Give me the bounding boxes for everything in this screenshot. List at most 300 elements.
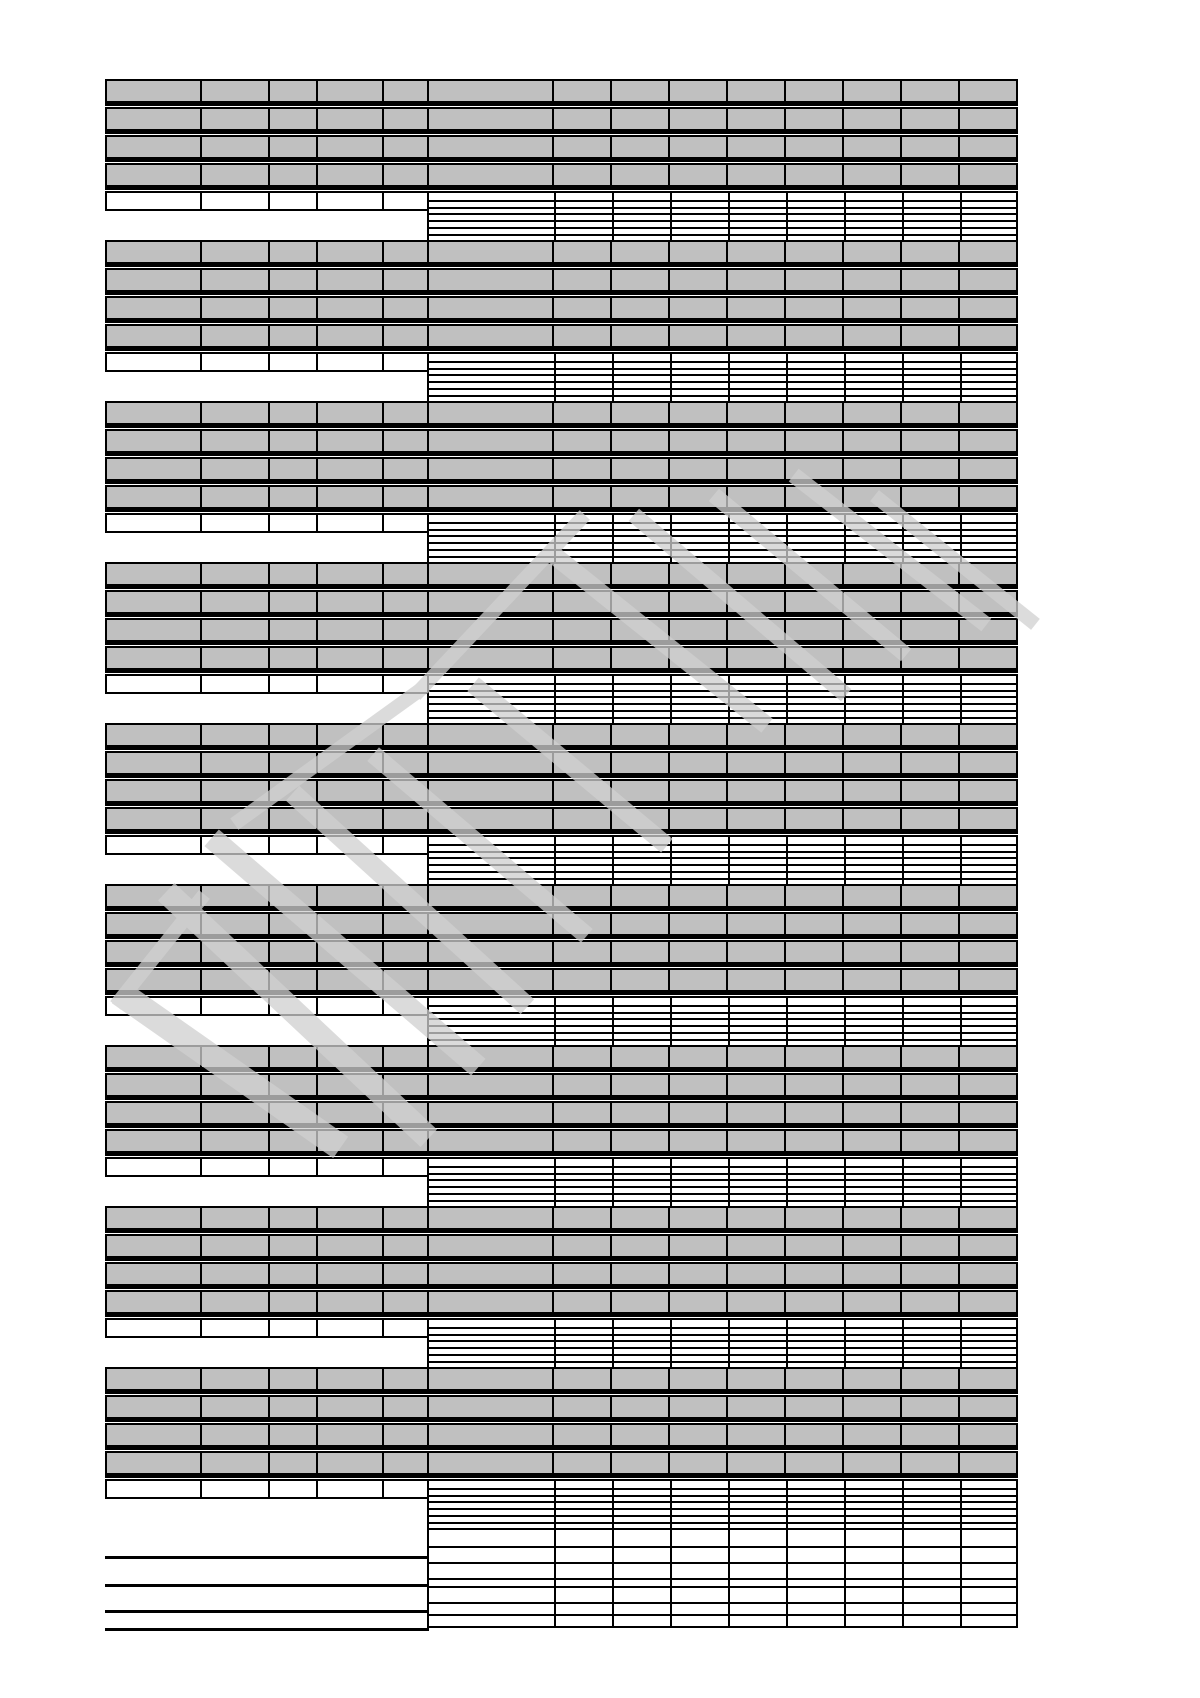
row-separator bbox=[105, 348, 1018, 351]
band-column-rule bbox=[844, 515, 846, 565]
band-column-rule bbox=[960, 1530, 962, 1626]
band-column-rule bbox=[902, 998, 904, 1048]
header-cell-p4 bbox=[726, 1395, 786, 1419]
band-column-rule bbox=[786, 837, 788, 887]
header-cell-p5 bbox=[784, 807, 844, 831]
header-cell-p3 bbox=[668, 268, 728, 292]
header-cell-p8 bbox=[958, 723, 1018, 747]
header-cell-p4 bbox=[726, 163, 786, 187]
input-cell-disp bbox=[316, 835, 384, 855]
band-column-rule bbox=[670, 1481, 672, 1531]
header-cell-p2 bbox=[610, 135, 670, 159]
header-cell-p6 bbox=[842, 135, 902, 159]
header-cell-disp bbox=[316, 751, 384, 775]
row-separator bbox=[105, 775, 1018, 778]
header-cell-p8 bbox=[958, 324, 1018, 348]
band-column-rule bbox=[554, 676, 556, 726]
compressed-label-band bbox=[427, 1318, 1018, 1372]
header-cell-p2 bbox=[610, 1451, 670, 1475]
header-cell-p8 bbox=[958, 79, 1018, 103]
header-cell-p7 bbox=[900, 1395, 960, 1419]
final-rule bbox=[105, 1628, 429, 1631]
header-cell-p7 bbox=[900, 884, 960, 908]
header-cell-label bbox=[427, 590, 554, 614]
band-column-rule bbox=[612, 193, 614, 243]
input-cell-articulo bbox=[105, 674, 202, 694]
header-cell-p5 bbox=[784, 779, 844, 803]
header-cell-articulo bbox=[105, 1234, 202, 1258]
header-cell-p7 bbox=[900, 1262, 960, 1286]
header-cell-p3 bbox=[668, 1206, 728, 1230]
header-cell-p1 bbox=[552, 1101, 612, 1125]
header-cell-p3 bbox=[668, 457, 728, 481]
header-cell-p4 bbox=[726, 912, 786, 936]
header-cell-p6 bbox=[842, 912, 902, 936]
header-cell-articulo bbox=[105, 1451, 202, 1475]
compressed-label-band bbox=[427, 1479, 1018, 1533]
header-cell-articulo bbox=[105, 1367, 202, 1391]
header-cell-label bbox=[427, 107, 554, 131]
band-rule bbox=[429, 710, 1016, 712]
header-cell-p7 bbox=[900, 163, 960, 187]
band-column-rule bbox=[844, 837, 846, 887]
band-rule bbox=[429, 529, 1016, 531]
row-separator bbox=[105, 292, 1018, 295]
header-cell-p6 bbox=[842, 324, 902, 348]
band-rule bbox=[429, 200, 1016, 202]
input-cell-articulo bbox=[105, 996, 202, 1016]
band-rule bbox=[429, 542, 1016, 544]
header-cell-p8 bbox=[958, 268, 1018, 292]
header-cell-p8 bbox=[958, 1129, 1018, 1153]
header-cell-p6 bbox=[842, 807, 902, 831]
header-cell-disp bbox=[316, 562, 384, 586]
band-column-rule bbox=[612, 998, 614, 1048]
header-cell-nivel bbox=[200, 457, 270, 481]
header-cell-p1 bbox=[552, 1290, 612, 1314]
header-cell-p4 bbox=[726, 401, 786, 425]
input-cell-ss bbox=[382, 996, 429, 1016]
band-column-rule bbox=[554, 193, 556, 243]
header-cell-nivel bbox=[200, 1262, 270, 1286]
header-cell-p8 bbox=[958, 457, 1018, 481]
compressed-label-band bbox=[427, 513, 1018, 567]
header-cell-p8 bbox=[958, 646, 1018, 670]
header-cell-p6 bbox=[842, 1290, 902, 1314]
band-column-rule bbox=[670, 193, 672, 243]
header-cell-nivel bbox=[200, 79, 270, 103]
header-cell-p6 bbox=[842, 562, 902, 586]
band-rule bbox=[429, 1347, 1016, 1349]
header-cell-p7 bbox=[900, 646, 960, 670]
header-cell-p3 bbox=[668, 912, 728, 936]
header-cell-ts bbox=[268, 268, 318, 292]
header-cell-p8 bbox=[958, 1206, 1018, 1230]
header-cell-p6 bbox=[842, 268, 902, 292]
header-cell-p4 bbox=[726, 618, 786, 642]
header-cell-label bbox=[427, 1129, 554, 1153]
input-cell-nivel bbox=[200, 1157, 270, 1177]
header-cell-nivel bbox=[200, 429, 270, 453]
header-cell-articulo bbox=[105, 296, 202, 320]
band-rule bbox=[429, 844, 1016, 846]
band-column-rule bbox=[670, 1320, 672, 1370]
band-column-rule bbox=[902, 1530, 904, 1626]
band-rule bbox=[429, 1501, 1016, 1503]
row-separator bbox=[105, 831, 1018, 834]
header-cell-p1 bbox=[552, 562, 612, 586]
header-cell-ts bbox=[268, 1423, 318, 1447]
input-cell-ss bbox=[382, 513, 429, 533]
header-cell-p6 bbox=[842, 968, 902, 992]
header-cell-ss bbox=[382, 79, 429, 103]
band-rule bbox=[429, 1166, 1016, 1168]
header-cell-p3 bbox=[668, 324, 728, 348]
header-cell-p1 bbox=[552, 968, 612, 992]
input-cell-nivel bbox=[200, 835, 270, 855]
header-cell-p4 bbox=[726, 646, 786, 670]
header-cell-articulo bbox=[105, 1262, 202, 1286]
band-column-rule bbox=[670, 1159, 672, 1209]
header-cell-p2 bbox=[610, 268, 670, 292]
header-cell-p6 bbox=[842, 107, 902, 131]
header-cell-nivel bbox=[200, 240, 270, 264]
row-separator bbox=[105, 936, 1018, 939]
band-rule bbox=[429, 535, 1016, 537]
header-cell-p6 bbox=[842, 163, 902, 187]
header-cell-articulo bbox=[105, 912, 202, 936]
input-cell-disp bbox=[316, 191, 384, 211]
header-cell-p2 bbox=[610, 1262, 670, 1286]
header-cell-nivel bbox=[200, 807, 270, 831]
header-cell-p2 bbox=[610, 723, 670, 747]
header-cell-p1 bbox=[552, 1129, 612, 1153]
header-cell-ss bbox=[382, 268, 429, 292]
header-cell-ts bbox=[268, 723, 318, 747]
header-cell-p6 bbox=[842, 1129, 902, 1153]
input-cell-articulo bbox=[105, 835, 202, 855]
band-column-rule bbox=[786, 1481, 788, 1531]
header-cell-p5 bbox=[784, 1129, 844, 1153]
band-rule bbox=[429, 857, 1016, 859]
row-separator bbox=[105, 187, 1018, 190]
header-cell-p4 bbox=[726, 79, 786, 103]
band-column-rule bbox=[844, 676, 846, 726]
band-rule bbox=[429, 717, 1016, 719]
header-cell-p5 bbox=[784, 562, 844, 586]
header-cell-label bbox=[427, 884, 554, 908]
header-cell-ss bbox=[382, 590, 429, 614]
header-cell-ss bbox=[382, 1234, 429, 1258]
header-cell-label bbox=[427, 723, 554, 747]
header-cell-p5 bbox=[784, 1101, 844, 1125]
header-cell-p1 bbox=[552, 240, 612, 264]
header-cell-disp bbox=[316, 1395, 384, 1419]
band-rule bbox=[429, 388, 1016, 390]
header-cell-nivel bbox=[200, 1045, 270, 1069]
header-cell-p6 bbox=[842, 1234, 902, 1258]
header-cell-label bbox=[427, 646, 554, 670]
header-cell-articulo bbox=[105, 884, 202, 908]
header-cell-label bbox=[427, 1395, 554, 1419]
header-cell-label bbox=[427, 562, 554, 586]
input-cell-articulo bbox=[105, 191, 202, 211]
header-cell-ss bbox=[382, 429, 429, 453]
band-rule bbox=[429, 549, 1016, 551]
header-cell-articulo bbox=[105, 807, 202, 831]
header-cell-p5 bbox=[784, 751, 844, 775]
header-cell-ss bbox=[382, 401, 429, 425]
header-cell-nivel bbox=[200, 401, 270, 425]
header-cell-p2 bbox=[610, 751, 670, 775]
compressed-label-band bbox=[427, 674, 1018, 728]
header-cell-p5 bbox=[784, 107, 844, 131]
header-cell-ts bbox=[268, 1234, 318, 1258]
header-cell-p7 bbox=[900, 779, 960, 803]
header-cell-p6 bbox=[842, 429, 902, 453]
band-column-rule bbox=[728, 1530, 730, 1626]
header-cell-p7 bbox=[900, 590, 960, 614]
header-cell-disp bbox=[316, 807, 384, 831]
input-cell-ts bbox=[268, 674, 318, 694]
header-cell-articulo bbox=[105, 618, 202, 642]
input-cell-nivel bbox=[200, 1318, 270, 1338]
row-separator bbox=[105, 1230, 1018, 1233]
header-cell-label bbox=[427, 751, 554, 775]
row-separator bbox=[105, 1258, 1018, 1261]
header-cell-p8 bbox=[958, 163, 1018, 187]
band-rule bbox=[429, 1039, 1016, 1041]
header-cell-label bbox=[427, 1290, 554, 1314]
header-cell-p2 bbox=[610, 562, 670, 586]
band-rule bbox=[429, 1515, 1016, 1517]
header-cell-disp bbox=[316, 324, 384, 348]
header-cell-ts bbox=[268, 884, 318, 908]
band-rule bbox=[429, 1546, 1016, 1548]
header-cell-p5 bbox=[784, 1451, 844, 1475]
header-cell-p8 bbox=[958, 1101, 1018, 1125]
header-cell-ss bbox=[382, 1367, 429, 1391]
band-column-rule bbox=[786, 676, 788, 726]
header-cell-p3 bbox=[668, 807, 728, 831]
band-column-rule bbox=[844, 1481, 846, 1531]
band-column-rule bbox=[554, 354, 556, 404]
header-cell-articulo bbox=[105, 268, 202, 292]
band-rule bbox=[429, 1578, 1016, 1580]
header-cell-label bbox=[427, 240, 554, 264]
header-cell-p6 bbox=[842, 1073, 902, 1097]
header-cell-label bbox=[427, 429, 554, 453]
header-cell-ts bbox=[268, 401, 318, 425]
row-separator bbox=[105, 586, 1018, 589]
header-cell-p6 bbox=[842, 1045, 902, 1069]
header-cell-p2 bbox=[610, 590, 670, 614]
header-cell-ss bbox=[382, 1073, 429, 1097]
header-cell-p7 bbox=[900, 485, 960, 509]
header-cell-p7 bbox=[900, 324, 960, 348]
header-cell-p8 bbox=[958, 429, 1018, 453]
header-cell-articulo bbox=[105, 79, 202, 103]
band-column-rule bbox=[728, 837, 730, 887]
band-column-rule bbox=[844, 1530, 846, 1626]
header-cell-disp bbox=[316, 1451, 384, 1475]
header-cell-p7 bbox=[900, 1290, 960, 1314]
band-column-rule bbox=[728, 1320, 730, 1370]
header-cell-p5 bbox=[784, 618, 844, 642]
header-cell-p7 bbox=[900, 107, 960, 131]
header-cell-ts bbox=[268, 1206, 318, 1230]
input-cell-ss bbox=[382, 1318, 429, 1338]
header-cell-p1 bbox=[552, 723, 612, 747]
band-column-rule bbox=[728, 193, 730, 243]
band-column-rule bbox=[902, 1320, 904, 1370]
row-separator bbox=[105, 803, 1018, 806]
row-separator bbox=[105, 1447, 1018, 1450]
header-cell-label bbox=[427, 1073, 554, 1097]
input-cell-ss bbox=[382, 1479, 429, 1499]
header-cell-p4 bbox=[726, 1073, 786, 1097]
header-cell-p3 bbox=[668, 751, 728, 775]
header-cell-label bbox=[427, 912, 554, 936]
header-cell-articulo bbox=[105, 1206, 202, 1230]
header-cell-nivel bbox=[200, 968, 270, 992]
final-rule bbox=[105, 1556, 429, 1559]
header-cell-disp bbox=[316, 723, 384, 747]
row-separator bbox=[105, 1153, 1018, 1156]
header-cell-label bbox=[427, 324, 554, 348]
input-cell-ts bbox=[268, 1157, 318, 1177]
band-column-rule bbox=[960, 515, 962, 565]
band-column-rule bbox=[612, 354, 614, 404]
header-cell-p6 bbox=[842, 457, 902, 481]
band-column-rule bbox=[786, 515, 788, 565]
header-cell-p3 bbox=[668, 401, 728, 425]
header-cell-p1 bbox=[552, 1206, 612, 1230]
band-column-rule bbox=[554, 837, 556, 887]
row-separator bbox=[105, 320, 1018, 323]
band-column-rule bbox=[844, 998, 846, 1048]
header-cell-ss bbox=[382, 1262, 429, 1286]
header-cell-p3 bbox=[668, 1129, 728, 1153]
band-column-rule bbox=[670, 1530, 672, 1626]
header-cell-p6 bbox=[842, 1367, 902, 1391]
header-cell-p3 bbox=[668, 163, 728, 187]
header-cell-p5 bbox=[784, 1395, 844, 1419]
header-cell-p3 bbox=[668, 240, 728, 264]
header-cell-p4 bbox=[726, 296, 786, 320]
header-cell-ts bbox=[268, 296, 318, 320]
band-rule bbox=[429, 1012, 1016, 1014]
header-cell-p5 bbox=[784, 485, 844, 509]
row-separator bbox=[105, 481, 1018, 484]
band-column-rule bbox=[786, 1320, 788, 1370]
input-cell-nivel bbox=[200, 1479, 270, 1499]
header-cell-p7 bbox=[900, 562, 960, 586]
header-cell-disp bbox=[316, 485, 384, 509]
row-separator bbox=[105, 1069, 1018, 1072]
header-cell-p2 bbox=[610, 163, 670, 187]
input-cell-disp bbox=[316, 1157, 384, 1177]
header-cell-ts bbox=[268, 429, 318, 453]
band-column-rule bbox=[612, 676, 614, 726]
header-cell-p4 bbox=[726, 1367, 786, 1391]
header-cell-nivel bbox=[200, 324, 270, 348]
band-column-rule bbox=[786, 1530, 788, 1626]
header-cell-p6 bbox=[842, 240, 902, 264]
band-rule bbox=[429, 1361, 1016, 1363]
header-cell-ss bbox=[382, 1395, 429, 1419]
header-cell-label bbox=[427, 1423, 554, 1447]
band-rule bbox=[429, 1179, 1016, 1181]
band-rule bbox=[429, 227, 1016, 229]
header-cell-ts bbox=[268, 779, 318, 803]
input-cell-nivel bbox=[200, 513, 270, 533]
band-rule bbox=[429, 234, 1016, 236]
input-cell-articulo bbox=[105, 1479, 202, 1499]
header-cell-ss bbox=[382, 779, 429, 803]
header-cell-p1 bbox=[552, 618, 612, 642]
header-cell-ss bbox=[382, 485, 429, 509]
header-cell-nivel bbox=[200, 268, 270, 292]
row-separator bbox=[105, 159, 1018, 162]
header-cell-ts bbox=[268, 1290, 318, 1314]
header-cell-p4 bbox=[726, 590, 786, 614]
header-cell-nivel bbox=[200, 1129, 270, 1153]
header-cell-label bbox=[427, 135, 554, 159]
header-cell-articulo bbox=[105, 135, 202, 159]
header-cell-p1 bbox=[552, 135, 612, 159]
header-cell-p2 bbox=[610, 1073, 670, 1097]
band-column-rule bbox=[960, 1159, 962, 1209]
row-separator bbox=[105, 1391, 1018, 1394]
header-cell-nivel bbox=[200, 135, 270, 159]
band-column-rule bbox=[902, 1159, 904, 1209]
final-rule bbox=[105, 1584, 429, 1587]
header-cell-articulo bbox=[105, 751, 202, 775]
header-cell-disp bbox=[316, 1234, 384, 1258]
band-column-rule bbox=[786, 193, 788, 243]
header-cell-p8 bbox=[958, 401, 1018, 425]
header-cell-p7 bbox=[900, 940, 960, 964]
header-cell-p1 bbox=[552, 884, 612, 908]
header-cell-p6 bbox=[842, 618, 902, 642]
header-cell-label bbox=[427, 457, 554, 481]
header-cell-p5 bbox=[784, 884, 844, 908]
header-cell-p2 bbox=[610, 940, 670, 964]
header-cell-ts bbox=[268, 1101, 318, 1125]
input-cell-ss bbox=[382, 835, 429, 855]
band-rule bbox=[429, 1354, 1016, 1356]
header-cell-p8 bbox=[958, 1262, 1018, 1286]
header-cell-nivel bbox=[200, 618, 270, 642]
header-cell-ss bbox=[382, 940, 429, 964]
header-cell-disp bbox=[316, 1206, 384, 1230]
header-cell-p7 bbox=[900, 457, 960, 481]
header-cell-disp bbox=[316, 240, 384, 264]
header-cell-p6 bbox=[842, 1395, 902, 1419]
header-cell-nivel bbox=[200, 912, 270, 936]
band-rule bbox=[429, 871, 1016, 873]
band-rule bbox=[429, 1488, 1016, 1490]
header-cell-nivel bbox=[200, 1101, 270, 1125]
header-cell-p8 bbox=[958, 751, 1018, 775]
header-cell-ss bbox=[382, 1451, 429, 1475]
header-cell-p4 bbox=[726, 107, 786, 131]
header-cell-p3 bbox=[668, 296, 728, 320]
header-cell-p7 bbox=[900, 1045, 960, 1069]
header-cell-ss bbox=[382, 1045, 429, 1069]
header-cell-p2 bbox=[610, 79, 670, 103]
